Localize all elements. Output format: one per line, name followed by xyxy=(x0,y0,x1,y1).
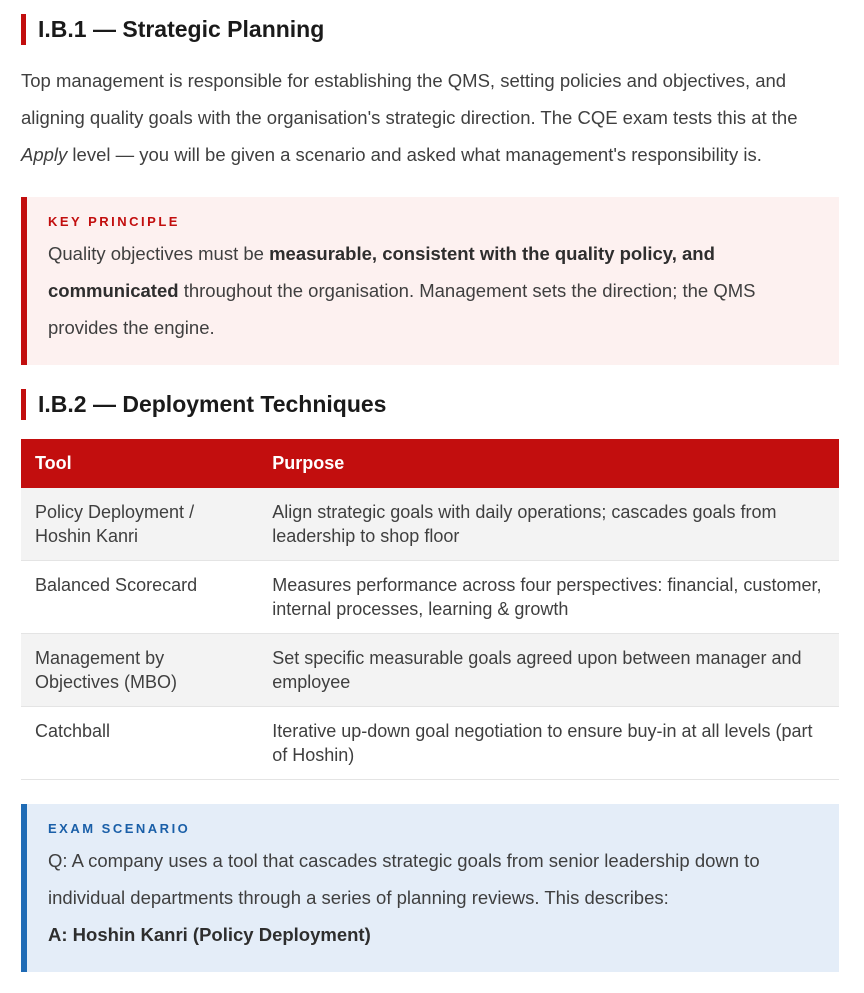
exam-scenario-question: Q: A company uses a tool that cascades strategic goals from senior leadership down to individual departments through a series of planning reviews. This describes: xyxy=(48,850,760,908)
intro-paragraph-text: Top management is responsible for establishing the QMS, setting policies and objectives, and aligning quality goals with the organisation's strategic direction. The CQE exam tests this at the xyxy=(21,70,798,128)
cell-tool: Catchball xyxy=(21,707,258,780)
column-header-purpose: Purpose xyxy=(258,439,839,488)
cell-tool: Balanced Scorecard xyxy=(21,561,258,634)
cell-purpose: Iterative up-down goal negotiation to ensure buy-in at all levels (part of Hoshin) xyxy=(258,707,839,780)
table-row xyxy=(21,488,839,561)
exam-scenario-answer: A: Hoshin Kanri (Policy Deployment) xyxy=(48,924,371,945)
table-row xyxy=(21,561,839,634)
cell-purpose: Align strategic goals with daily operations; cascades goals from leadership to shop floor xyxy=(258,488,839,561)
column-header-tool: Tool xyxy=(21,439,258,488)
key-principle-bold-text: measurable, consistent with the quality policy, and communicated xyxy=(48,243,715,301)
intro-paragraph xyxy=(21,62,839,173)
cell-purpose: Measures performance across four perspectives: financial, customer, internal processes, learning & growth xyxy=(258,561,839,634)
cell-purpose: Set specific measurable goals agreed upon between manager and employee xyxy=(258,634,839,707)
intro-paragraph-text-continued: level — you will be given a scenario and asked what management's responsibility is. xyxy=(67,144,762,165)
section-strategic-planning xyxy=(21,14,839,365)
italic-term-apply: Apply xyxy=(21,144,68,165)
table-header-row xyxy=(21,439,839,488)
exam-scenario-callout xyxy=(21,804,839,972)
key-principle-body xyxy=(48,235,815,346)
section-heading-ib2: I.B.2 — Deployment Techniques xyxy=(21,389,839,420)
table-row xyxy=(21,634,839,707)
cell-tool: Policy Deployment / Hoshin Kanri xyxy=(21,488,258,561)
cell-tool: Management by Objectives (MBO) xyxy=(21,634,258,707)
key-principle-callout xyxy=(21,197,839,365)
key-principle-label: KEY PRINCIPLE xyxy=(48,214,180,229)
deployment-tools-table xyxy=(21,439,839,780)
section-deployment-techniques xyxy=(21,389,839,972)
section-heading-ib1: I.B.1 — Strategic Planning xyxy=(21,14,839,45)
key-principle-text: Quality objectives must be xyxy=(48,243,270,264)
exam-scenario-label: EXAM SCENARIO xyxy=(48,821,191,836)
table-row xyxy=(21,707,839,780)
key-principle-text-continued: throughout the organisation. Management sets the direction; the QMS provides the engine. xyxy=(48,280,756,338)
